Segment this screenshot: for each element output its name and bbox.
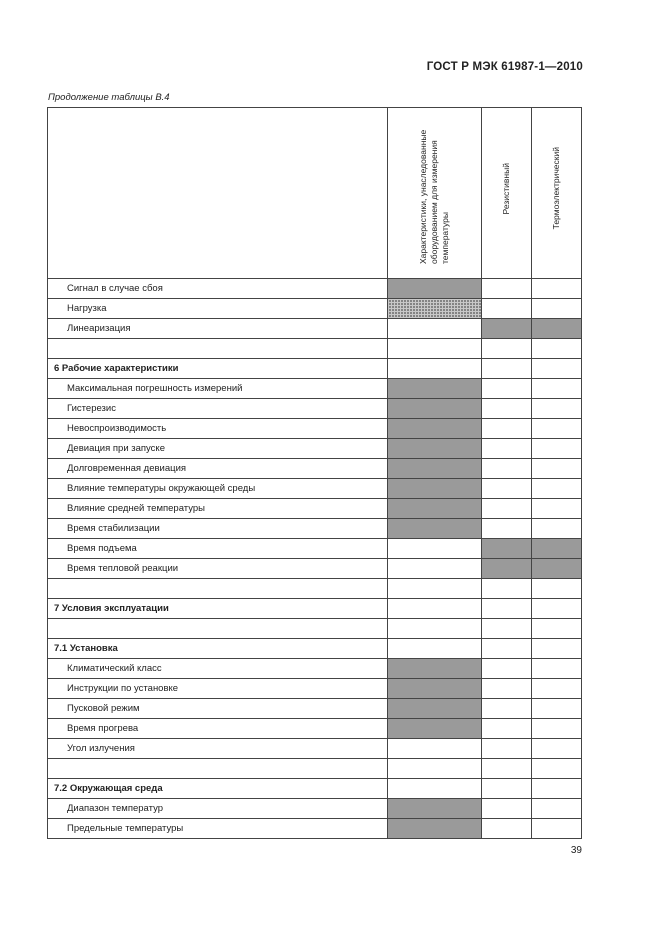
header-col-thermoelectric-label: Термоэлектрический bbox=[551, 147, 561, 230]
row-label: 7.2 Окружающая среда bbox=[48, 779, 388, 799]
table-row bbox=[48, 379, 582, 399]
section-row bbox=[48, 639, 582, 659]
table-row bbox=[48, 819, 582, 839]
cell-col-1 bbox=[388, 479, 482, 499]
row-label: 6 Рабочие характеристики bbox=[48, 359, 388, 379]
row-label: Гистерезис bbox=[48, 399, 388, 419]
cell-col-2 bbox=[482, 739, 532, 759]
page-number: 39 bbox=[570, 845, 582, 856]
row-label: Время тепловой реакции bbox=[48, 559, 388, 579]
cell-col-3 bbox=[532, 479, 582, 499]
cell-col-3 bbox=[532, 439, 582, 459]
table-header-row bbox=[48, 108, 582, 279]
table-row bbox=[48, 419, 582, 439]
cell-col-3 bbox=[532, 499, 582, 519]
table-row bbox=[48, 739, 582, 759]
cell-col-1 bbox=[388, 559, 482, 579]
cell-col-1 bbox=[388, 459, 482, 479]
cell-col-3 bbox=[532, 559, 582, 579]
cell-col-2 bbox=[482, 699, 532, 719]
cell-col-3 bbox=[532, 619, 582, 639]
cell-col-3 bbox=[532, 699, 582, 719]
cell-col-3 bbox=[532, 799, 582, 819]
cell-col-3 bbox=[532, 459, 582, 479]
cell-col-3 bbox=[532, 339, 582, 359]
cell-col-2 bbox=[482, 299, 532, 319]
row-label: Максимальная погрешность измерений bbox=[48, 379, 388, 399]
row-label: Девиация при запуске bbox=[48, 439, 388, 459]
table-row bbox=[48, 519, 582, 539]
cell-col-2 bbox=[482, 419, 532, 439]
cell-col-2 bbox=[482, 759, 532, 779]
cell-col-3 bbox=[532, 679, 582, 699]
cell-col-1 bbox=[388, 299, 482, 319]
cell-col-3 bbox=[532, 359, 582, 379]
cell-col-1 bbox=[388, 399, 482, 419]
standard-header: ГОСТ Р МЭК 61987-1—2010 bbox=[426, 61, 583, 73]
table-row bbox=[48, 799, 582, 819]
table-row bbox=[48, 279, 582, 299]
cell-col-1 bbox=[388, 419, 482, 439]
cell-col-3 bbox=[532, 719, 582, 739]
cell-col-1 bbox=[388, 759, 482, 779]
cell-col-1 bbox=[388, 579, 482, 599]
cell-col-1 bbox=[388, 359, 482, 379]
spec-table bbox=[47, 107, 582, 839]
cell-col-1 bbox=[388, 539, 482, 559]
cell-col-2 bbox=[482, 639, 532, 659]
cell-col-3 bbox=[532, 819, 582, 839]
row-label bbox=[48, 759, 388, 779]
cell-col-1 bbox=[388, 439, 482, 459]
row-label: 7 Условия эксплуатации bbox=[48, 599, 388, 619]
cell-col-2 bbox=[482, 479, 532, 499]
header-col-thermoelectric bbox=[532, 108, 582, 279]
row-label: Инструкции по установке bbox=[48, 679, 388, 699]
table-row bbox=[48, 699, 582, 719]
cell-col-1 bbox=[388, 379, 482, 399]
cell-col-2 bbox=[482, 819, 532, 839]
cell-col-3 bbox=[532, 659, 582, 679]
cell-col-2 bbox=[482, 319, 532, 339]
cell-col-1 bbox=[388, 779, 482, 799]
header-col-resistive-label: Резистивный bbox=[501, 162, 511, 215]
cell-col-3 bbox=[532, 379, 582, 399]
blank-row bbox=[48, 619, 582, 639]
blank-row bbox=[48, 339, 582, 359]
cell-col-3 bbox=[532, 759, 582, 779]
table-caption: Продолжение таблицы В.4 bbox=[48, 92, 170, 103]
cell-col-3 bbox=[532, 599, 582, 619]
table-row bbox=[48, 459, 582, 479]
section-row bbox=[48, 779, 582, 799]
cell-col-2 bbox=[482, 379, 532, 399]
cell-col-2 bbox=[482, 339, 532, 359]
cell-col-2 bbox=[482, 799, 532, 819]
cell-col-2 bbox=[482, 399, 532, 419]
cell-col-2 bbox=[482, 519, 532, 539]
row-label: Предельные температуры bbox=[48, 819, 388, 839]
cell-col-3 bbox=[532, 399, 582, 419]
table-row bbox=[48, 299, 582, 319]
section-row bbox=[48, 599, 582, 619]
header-col-inherited-label: Характеристики, унаследованные оборудованием для измерения температуры bbox=[417, 129, 450, 264]
cell-col-2 bbox=[482, 679, 532, 699]
row-label: Время прогрева bbox=[48, 719, 388, 739]
row-label: Время стабилизации bbox=[48, 519, 388, 539]
cell-col-1 bbox=[388, 659, 482, 679]
table-row bbox=[48, 399, 582, 419]
row-label: Климатический класс bbox=[48, 659, 388, 679]
cell-col-2 bbox=[482, 619, 532, 639]
cell-col-1 bbox=[388, 679, 482, 699]
cell-col-2 bbox=[482, 279, 532, 299]
cell-col-3 bbox=[532, 299, 582, 319]
table-row bbox=[48, 319, 582, 339]
section-row bbox=[48, 359, 582, 379]
table-row bbox=[48, 679, 582, 699]
cell-col-3 bbox=[532, 739, 582, 759]
table-row bbox=[48, 499, 582, 519]
cell-col-3 bbox=[532, 319, 582, 339]
cell-col-2 bbox=[482, 659, 532, 679]
cell-col-1 bbox=[388, 819, 482, 839]
row-label: Диапазон температур bbox=[48, 799, 388, 819]
row-label: Линеаризация bbox=[48, 319, 388, 339]
cell-col-2 bbox=[482, 439, 532, 459]
cell-col-2 bbox=[482, 539, 532, 559]
row-label: 7.1 Установка bbox=[48, 639, 388, 659]
table-row bbox=[48, 439, 582, 459]
cell-col-1 bbox=[388, 279, 482, 299]
cell-col-2 bbox=[482, 599, 532, 619]
row-label bbox=[48, 339, 388, 359]
cell-col-3 bbox=[532, 779, 582, 799]
row-label: Долговременная девиация bbox=[48, 459, 388, 479]
cell-col-1 bbox=[388, 799, 482, 819]
cell-col-3 bbox=[532, 279, 582, 299]
row-label: Влияние средней температуры bbox=[48, 499, 388, 519]
cell-col-1 bbox=[388, 619, 482, 639]
row-label bbox=[48, 619, 388, 639]
table-row bbox=[48, 559, 582, 579]
row-label bbox=[48, 579, 388, 599]
cell-col-1 bbox=[388, 719, 482, 739]
cell-col-2 bbox=[482, 499, 532, 519]
blank-row bbox=[48, 579, 582, 599]
cell-col-1 bbox=[388, 499, 482, 519]
cell-col-1 bbox=[388, 339, 482, 359]
cell-col-2 bbox=[482, 459, 532, 479]
cell-col-3 bbox=[532, 539, 582, 559]
cell-col-1 bbox=[388, 639, 482, 659]
cell-col-1 bbox=[388, 739, 482, 759]
table-row bbox=[48, 719, 582, 739]
cell-col-3 bbox=[532, 579, 582, 599]
blank-row bbox=[48, 759, 582, 779]
cell-col-1 bbox=[388, 519, 482, 539]
row-label: Сигнал в случае сбоя bbox=[48, 279, 388, 299]
table-row bbox=[48, 479, 582, 499]
cell-col-1 bbox=[388, 599, 482, 619]
cell-col-2 bbox=[482, 719, 532, 739]
cell-col-3 bbox=[532, 519, 582, 539]
header-col-resistive bbox=[482, 108, 532, 279]
cell-col-2 bbox=[482, 579, 532, 599]
row-label: Пусковой режим bbox=[48, 699, 388, 719]
cell-col-2 bbox=[482, 559, 532, 579]
row-label: Угол излучения bbox=[48, 739, 388, 759]
cell-col-2 bbox=[482, 359, 532, 379]
cell-col-1 bbox=[388, 699, 482, 719]
cell-col-1 bbox=[388, 319, 482, 339]
row-label: Невоспроизводимость bbox=[48, 419, 388, 439]
header-empty-cell bbox=[48, 108, 388, 279]
cell-col-2 bbox=[482, 779, 532, 799]
table-row bbox=[48, 539, 582, 559]
table-row bbox=[48, 659, 582, 679]
row-label: Время подъема bbox=[48, 539, 388, 559]
cell-col-3 bbox=[532, 639, 582, 659]
row-label: Влияние температуры окружающей среды bbox=[48, 479, 388, 499]
cell-col-3 bbox=[532, 419, 582, 439]
row-label: Нагрузка bbox=[48, 299, 388, 319]
header-col-inherited bbox=[388, 108, 482, 279]
